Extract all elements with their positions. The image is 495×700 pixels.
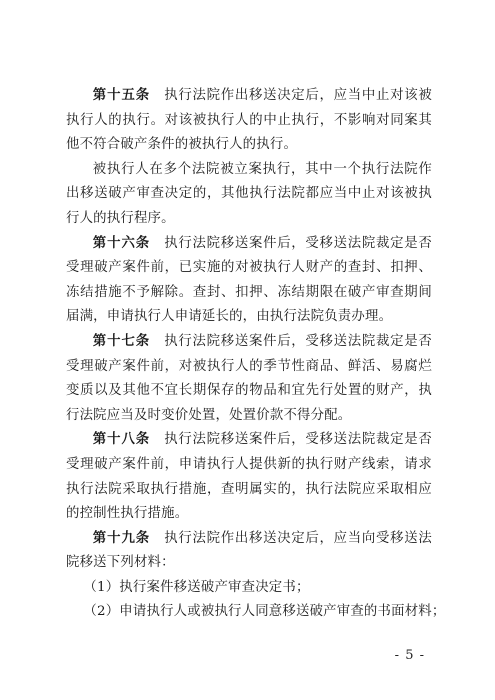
article-18-paragraph bbox=[66, 428, 432, 526]
article-16-paragraph bbox=[66, 232, 432, 330]
article-18-text: 执行法院移送案件后，受移送法院裁定是否受理破产案件前，申请执行人提供新的执行财产线索，请求执行法院采取执行措施，查明属实的，执行法院应采取相应的控制性执行措施。 bbox=[66, 432, 432, 522]
article-19-text: 执行法院作出移送决定后，应当向受移送法院移送下列材料： bbox=[66, 530, 432, 571]
list-item: （2）申请执行人或被执行人同意移送破产审查的书面材料； bbox=[83, 604, 446, 620]
article-15-text-1: 执行法院作出移送决定后，应当中止对该被执行人的执行。对该被执行人的中止执行，不影响对同案其他不符合破产条件的被执行人的执行。 bbox=[66, 88, 432, 153]
article-19-paragraph bbox=[66, 527, 432, 576]
article-17-text: 执行法院移送案件后，受移送法院裁定是否受理破产案件前，对被执行人的季节性商品、鲜活、易腐烂变质以及其他不宜长期保存的物品和宜先行处置的财产，执行法院应当及时变价处置，处置价款不得分配。 bbox=[66, 333, 432, 423]
article-17-label: 第十七条 bbox=[92, 333, 151, 349]
article-17-paragraph bbox=[66, 330, 432, 428]
list-item: （1）执行案件移送破产审查决定书； bbox=[83, 579, 310, 595]
article-16-text: 执行法院移送案件后，受移送法院裁定是否受理破产案件前，已实施的对被执行人财产的查封、扣押、冻结措施不予解除。查封、扣押、冻结期限在破产审查期间届满，申请执行人申请延长的，由执行法院负责办理。 bbox=[66, 235, 432, 325]
document-body bbox=[66, 84, 446, 625]
article-19-label: 第十九条 bbox=[92, 530, 151, 546]
article-15-label: 第十五条 bbox=[92, 88, 151, 103]
article-15-paragraph-1 bbox=[66, 84, 432, 158]
page-number: - 5 - bbox=[394, 648, 425, 663]
article-16-label: 第十六条 bbox=[92, 235, 151, 251]
article-18-label: 第十八条 bbox=[92, 432, 151, 448]
article-15-paragraph-2 bbox=[66, 158, 432, 232]
article-15-text-2: 被执行人在多个法院被立案执行，其中一个执行法院作出移送破产审查决定的，其他执行法院都应当中止对该被执行人的执行程序。 bbox=[66, 161, 432, 226]
